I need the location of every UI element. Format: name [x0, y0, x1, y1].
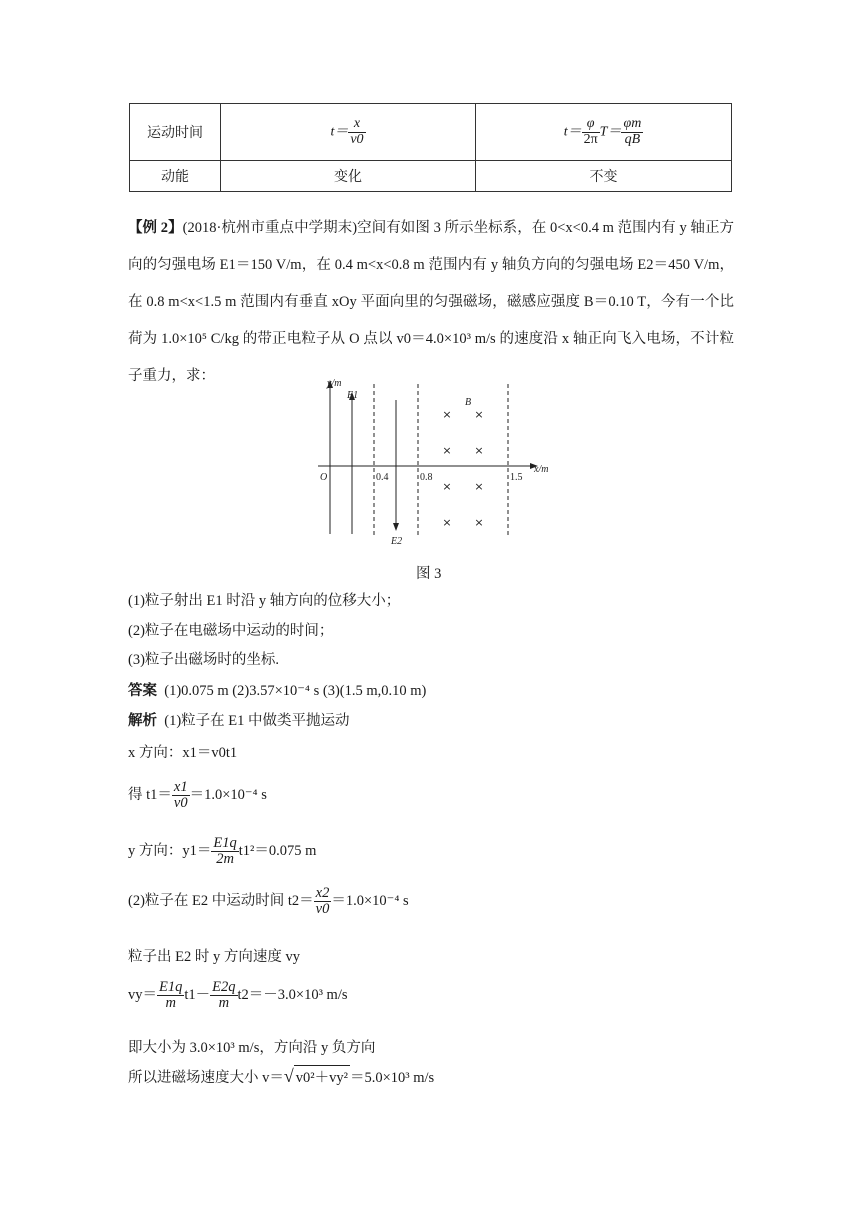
cross-mark: ×: [442, 480, 452, 493]
formula-prefix: (2)粒子在 E2 中运动时间 t2＝: [128, 893, 314, 910]
formula-suffix: ＝1.0×10⁻⁴ s: [189, 787, 267, 804]
analysis-label: 解析: [128, 713, 157, 729]
fraction-denominator: m: [218, 995, 230, 1012]
y-axis-label: y/m: [327, 378, 342, 389]
answer-text: (1)0.075 m (2)3.57×10⁻⁴ s (3)(1.5 m,0.10 m): [164, 683, 427, 699]
cross-mark: ×: [442, 408, 452, 421]
fraction-numerator: x2: [315, 885, 330, 901]
fraction-denominator: v0: [315, 901, 330, 918]
tick-label: 1.5: [510, 472, 523, 483]
analysis-line-1: [128, 709, 350, 730]
fraction-numerator: x1: [173, 779, 188, 795]
fraction-numerator: x: [348, 117, 365, 133]
fraction-denominator: 2π: [583, 131, 598, 147]
cross-mark: ×: [474, 480, 484, 493]
formula-suffix: ＝1.0×10⁻⁴ s: [331, 893, 409, 910]
formula-mid: T＝: [599, 124, 622, 140]
sqrt-icon: √: [283, 1066, 294, 1086]
example-tag: 【例 2】: [128, 220, 183, 236]
formula-prefix: y 方向：y1＝: [128, 843, 212, 860]
formula-prefix: 得 t1＝: [128, 787, 172, 804]
analysis-line-6: 粒子出 E2 时 y 方向速度 vy: [128, 949, 300, 965]
row-label-energy: 动能: [130, 161, 221, 192]
radicand: v0²＋vy²: [294, 1065, 350, 1087]
energy-electric: 变化: [221, 161, 476, 192]
answer-label: 答案: [128, 683, 157, 699]
tick-label: 0.8: [420, 472, 433, 483]
formula-lhs: t＝: [563, 124, 582, 140]
table-row: [130, 161, 732, 192]
question-2: (2)粒子在电磁场中运动的时间；: [128, 623, 334, 639]
analysis-line-4: [128, 836, 316, 867]
fraction-numerator: E2q: [212, 979, 236, 995]
analysis-line-9: [128, 1065, 434, 1087]
cross-mark: ×: [474, 516, 484, 529]
problem-statement: [128, 210, 734, 395]
b-label: B: [465, 397, 472, 408]
formula-mid: t1－: [184, 987, 211, 1004]
field-diagram: [310, 374, 560, 550]
fraction-denominator: 2m: [216, 851, 234, 868]
x-axis-label: x/m: [534, 464, 549, 475]
e2-arrow-icon: [393, 523, 399, 531]
analysis-text: (1)粒子在 E1 中做类平抛运动: [164, 713, 350, 729]
row-label-time: 运动时间: [130, 104, 221, 161]
fraction-numerator: φ: [582, 117, 600, 133]
e2-label: E2: [391, 536, 403, 547]
formula-prefix: vy＝: [128, 987, 157, 1004]
analysis-line-2: x 方向：x1＝v0t1: [128, 745, 238, 761]
cross-mark: ×: [442, 444, 452, 457]
question-1: (1)粒子射出 E1 时沿 y 轴方向的位移大小；: [128, 593, 401, 609]
fraction-denominator: qB: [624, 131, 641, 147]
energy-magnetic: 不变: [476, 161, 732, 192]
fraction-numerator: E1q: [159, 979, 183, 995]
fraction-denominator: v0: [350, 131, 364, 147]
problem-text: (2018·杭州市重点中学期末)空间有如图 3 所示坐标系，在 0<x<0.4 m 范围内有 y 轴正方向的匀强电场 E1＝150 V/m，在 0.4 m<x<0.8 m 范围内有 y 轴负方向的匀强电场 E2＝450 V/m，在 0.8 m<x<1.5 m 范围内有垂直 xOy 平面向里的匀强磁场，磁感应强度 B＝0.10 T，今有一个比荷为 1.0×10⁵ C/kg 的带正电粒子从 O 点以 v0＝4.0×10³ m/s 的速度沿 x 轴正向飞入电场，不计粒子重力，求：: [128, 220, 734, 384]
formula-time-magnetic: [476, 104, 732, 161]
formula-suffix: t2＝－3.0×10³ m/s: [237, 987, 348, 1004]
formula-suffix: t1²＝0.075 m: [238, 843, 317, 860]
formula-suffix: ＝5.0×10³ m/s: [349, 1070, 435, 1086]
origin-label: O: [320, 472, 328, 483]
analysis-line-3: [128, 780, 267, 811]
analysis-line-5: [128, 886, 409, 917]
e1-label: E1: [347, 390, 359, 401]
table-row: [130, 104, 732, 161]
formula-time-electric: [221, 104, 476, 161]
cross-mark: ×: [474, 444, 484, 457]
tick-label: 0.4: [376, 472, 389, 483]
analysis-line-8: 即大小为 3.0×10³ m/s，方向沿 y 负方向: [128, 1040, 376, 1056]
answer-line: [128, 679, 426, 700]
formula-lhs: t＝: [330, 124, 349, 140]
fraction-denominator: m: [165, 995, 176, 1012]
analysis-line-7: [128, 980, 348, 1011]
question-3: (3)粒子出磁场时的坐标.: [128, 652, 280, 668]
fraction-numerator: φm: [623, 115, 642, 131]
formula-prefix: 所以进磁场速度大小 v＝: [128, 1070, 284, 1086]
fraction-numerator: E1q: [213, 835, 237, 851]
cross-mark: ×: [474, 408, 484, 421]
comparison-table: [129, 103, 732, 192]
figure-caption: 图 3: [416, 566, 442, 582]
cross-mark: ×: [442, 516, 452, 529]
fraction-denominator: v0: [173, 795, 188, 812]
